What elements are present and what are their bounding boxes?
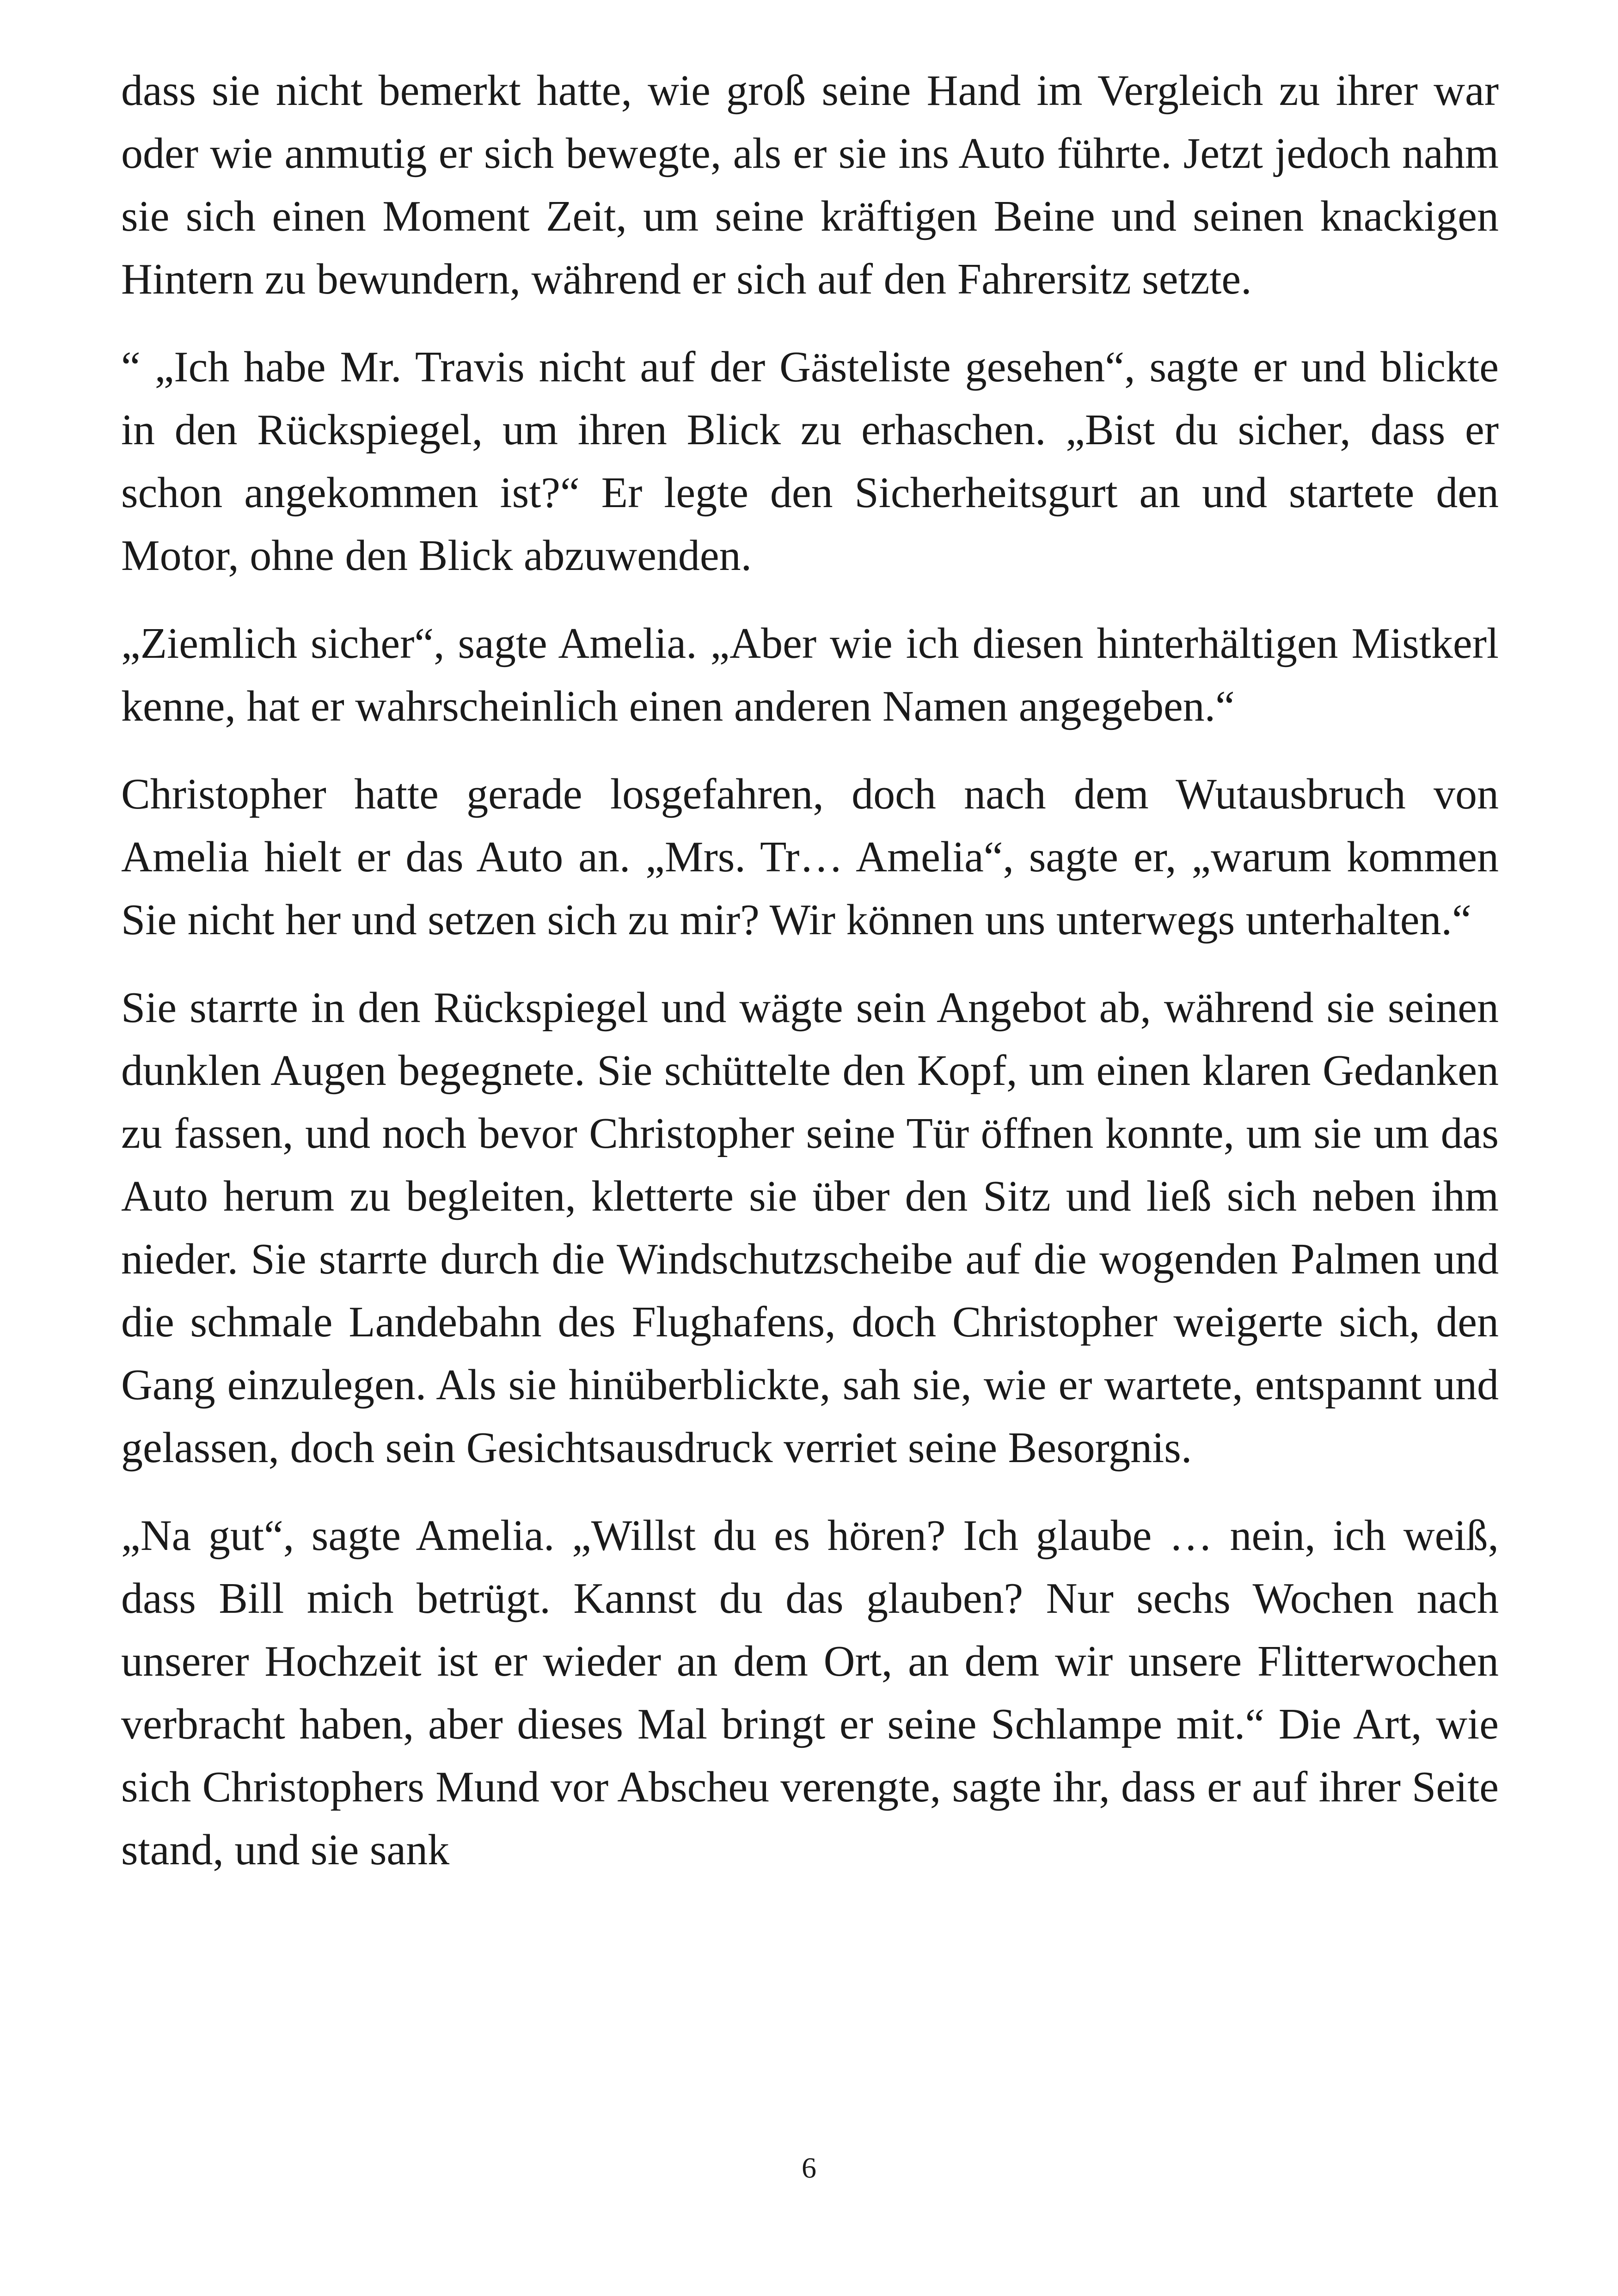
paragraph-5: Sie starrte in den Rückspiegel und wägte sein Angebot ab, während sie seinen dunklen Augen begegnete. Sie schüttelte den Kopf, um einen klaren Gedanken zu fassen, und noch bevor Christopher seine Tür öffnen konnte, um sie um das Auto herum zu begleiten, kletterte sie über den Sitz und ließ sich neben ihm nieder. Sie starrte durch die Windschutzscheibe auf die wogenden Palmen und die schmale Landebahn des Flughafens, doch Christopher weigerte sich, den Gang einzulegen. Als sie hinüberblickte, sah sie, wie er wartete, entspannt und gelassen, doch sein Gesichtsausdruck verriet seine Besorgnis. — [121, 984, 1499, 1472]
page-number: 6 — [802, 2151, 816, 2184]
paragraph-4: Christopher hatte gerade losgefahren, doch nach dem Wutausbruch von Amelia hielt er das Auto an. „Mrs. Tr… Amelia“, sagte er, „warum kommen Sie nicht her und setzen sich zu mir? Wir können uns unterwegs unterhalten.“ — [121, 770, 1499, 944]
body-text — [121, 59, 1499, 1906]
paragraph-6: „Na gut“, sagte Amelia. „Willst du es hören? Ich glaube … nein, ich weiß, dass Bill mich betrügt. Kannst du das glauben? Nur sechs Wochen nach unserer Hochzeit ist er wieder an dem Ort, an dem wir unsere Flitterwochen verbracht haben, aber dieses Mal bringt er seine Schlampe mit.“ Die Art, wie sich Christophers Mund vor Abscheu verengte, sagte ihr, dass er auf ihrer Seite stand, und sie sank — [121, 1512, 1499, 1874]
paragraph-3: „Ziemlich sicher“, sagte Amelia. „Aber wie ich diesen hinterhältigen Mistkerl kenne, hat er wahrscheinlich einen anderen Namen angegeben.“ — [121, 619, 1499, 730]
paragraph-1: dass sie nicht bemerkt hatte, wie groß seine Hand im Vergleich zu ihrer war oder wie anmutig er sich bewegte, als er sie ins Auto führte. Jetzt jedoch nahm sie sich einen Moment Zeit, um seine kräftigen Beine und seinen knackigen Hintern zu bewundern, während er sich auf den Fahrersitz setzte. — [121, 67, 1499, 303]
paragraph-2: “ „Ich habe Mr. Travis nicht auf der Gästeliste gesehen“, sagte er und blickte in den Rückspiegel, um ihren Blick zu erhaschen. „Bist du sicher, dass er schon angekommen ist?“ Er legte den Sicherheitsgurt an und startete den Motor, ohne den Blick abzuwenden. — [121, 343, 1499, 580]
